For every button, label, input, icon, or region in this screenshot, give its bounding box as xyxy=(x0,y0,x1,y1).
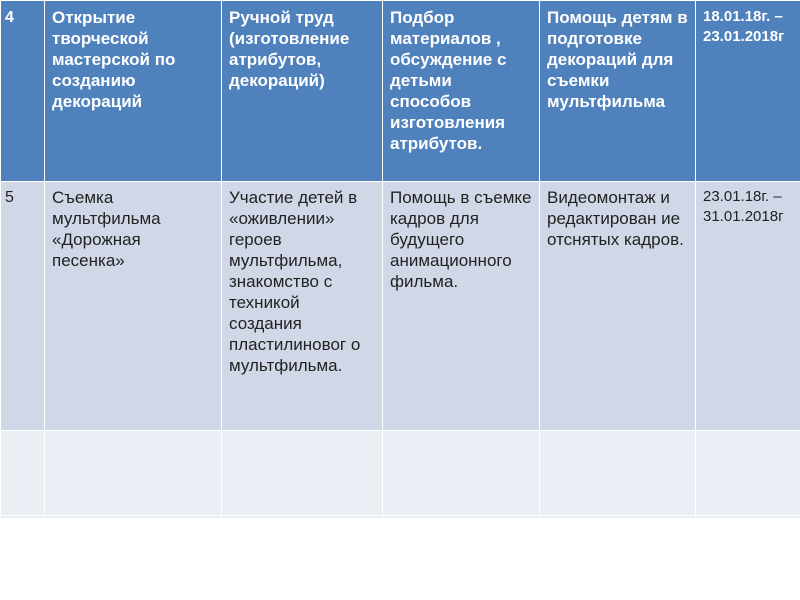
parents-work-cell: Видеомонтаж и редактирован ие отснятых кадров. xyxy=(540,182,696,431)
event-cell: Съемка мультфильма «Дорожная песенка» xyxy=(45,182,222,431)
row-number-cell: 4 xyxy=(1,1,45,182)
table-row xyxy=(1,1,800,182)
dates-cell: 23.01.18г. – 31.01.2018г xyxy=(696,182,800,431)
table-bottom-border xyxy=(0,515,800,516)
table-row xyxy=(1,431,800,519)
row-number-cell xyxy=(1,431,45,519)
children-work-cell xyxy=(383,431,540,519)
event-cell: Открытие творческой мастерской по созданию декораций xyxy=(45,1,222,182)
children-work-cell: Подбор материалов , обсуждение с детьми способов изготовления атрибутов. xyxy=(383,1,540,182)
children-work-cell: Помощь в съемке кадров для будущего анимационного фильма. xyxy=(383,182,540,431)
parents-work-cell xyxy=(540,431,696,519)
row-number-cell: 5 xyxy=(1,182,45,431)
dates-cell: 18.01.18г. – 23.01.2018г xyxy=(696,1,800,182)
activity-cell: Участие детей в «оживлении» героев мультфильма, знакомство с техникой создания пластилиновог о мультфильма. xyxy=(222,182,383,431)
event-cell xyxy=(45,431,222,519)
activity-cell: Ручной труд (изготовление атрибутов, декораций) xyxy=(222,1,383,182)
table-row xyxy=(1,182,800,431)
activity-cell xyxy=(222,431,383,519)
dates-cell xyxy=(696,431,800,519)
parents-work-cell: Помощь детям в подготовке декораций для съемки мультфильма xyxy=(540,1,696,182)
